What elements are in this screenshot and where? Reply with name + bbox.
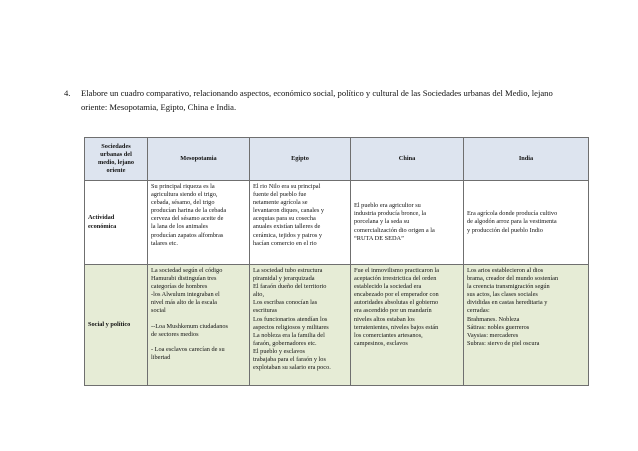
header-egipto: Egipto (250, 138, 351, 181)
table-header-row (85, 138, 589, 181)
question-text-line-2: oriente: Mesopotamia, Egipto, China e India. (81, 102, 237, 112)
question-text-line-1: Elabore un cuadro comparativo, relacionando aspectos, económico social, político y cultural de las Sociedades urbanas del Medio, lejano (81, 88, 553, 98)
question-4 (64, 86, 584, 114)
cell-social-mesopotamia: La sociedad según el código Hamurabi distinguían tres categorías de hombres -los Alwulum integraban el nivel más alto de la escala social --Loa Mushkenum ciudadanos de sectores medios - Loa esclavos carecían de su libertad (148, 265, 250, 386)
header-societies: Sociedades urbanas del medio, lejano oriente (85, 138, 148, 181)
header-india: India (464, 138, 589, 181)
cell-economica-india: Era agrícola donde producía cultivo de algodón arroz para la vestimenta y producción del pueblo Indio (464, 181, 589, 265)
header-china: China (351, 138, 464, 181)
cell-social-india: Los arios establecieron al dios brama, creador del mundo sostenían la creencia transmigración según sus actos, las clases sociales divididas en castas hereditaria y cerradas: Brahmanes. Nobleza Sátiras: nobles guerreros Vaysias: mercaderes Subras: siervo de piel oscura (464, 265, 589, 386)
cell-economica-mesopotamia: Su principal riqueza es la agricultura siendo el trigo, cebada, sésamo, del trigo producían harina de la cebada cerveza del sésamo aceite de la lana de los animales producían zapatos alfombras talares etc. (148, 181, 250, 265)
cell-social-china: Fue el inmovilismo practicaron la aceptación irrestrictica del orden establecido la sociedad era encabezado por el emperador con autoridades absolutas el gobierno era ascendido por un mandarín niveles altos estaban los terratenientes, niveles bajos están los comerciantes artesanos, campesinos, esclavos (351, 265, 464, 386)
question-number: 4. (64, 88, 71, 98)
cell-economica-egipto: El rio Nilo era su principal fuente del pueblo fue netamente agrícola se levantaron diques, canales y acequias para su cosecha anuales existían talleres de cerámica, tejidos y pairos y hacían comercio en el rio (250, 181, 351, 265)
header-mesopotamia: Mesopotamia (148, 138, 250, 181)
row-label-economica: Actividad económica (85, 181, 148, 265)
cell-economica-china: El pueblo era agricultor su industria producía bronce, la porcelana y la seda su comercialización dio origen a la “RUTA DE SEDA” (351, 181, 464, 265)
table-row-social (85, 265, 589, 386)
row-label-social: Social y político (85, 265, 148, 386)
comparison-table (84, 137, 589, 386)
table-row-economica (85, 181, 589, 265)
cell-social-egipto: La sociedad tubo estructura piramidal y jerarquizada El faraón dueño del territorio alto, Los escribas conocían las escrituras Los funcionarios atendían los aspectos religiosos y militares La nobleza era la familia del faraón, gobernadores etc. El pueblo y esclavos trabajaba para el faraón y los explotaban su salario era poco. (250, 265, 351, 386)
